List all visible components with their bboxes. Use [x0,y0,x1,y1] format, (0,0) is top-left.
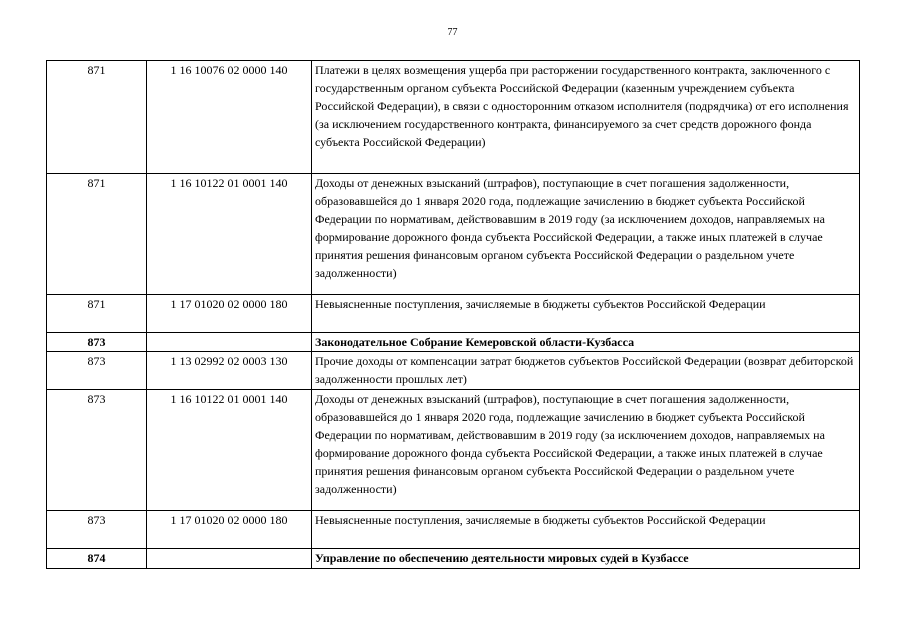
table-row [47,390,860,511]
admin-code-cell: 871 [47,295,147,333]
budget-revenue-table [46,60,860,569]
revenue-description-cell: Невыясненные поступления, зачисляемые в бюджеты субъектов Российской Федерации [312,511,860,549]
section-header-row [47,549,860,569]
revenue-code-cell: 1 16 10122 01 0001 140 [147,390,312,511]
revenue-code-cell [147,333,312,352]
revenue-description-cell: Невыясненные поступления, зачисляемые в бюджеты субъектов Российской Федерации [312,295,860,333]
section-header-row [47,333,860,352]
table-row [47,295,860,333]
table-row [47,352,860,390]
revenue-code-cell: 1 17 01020 02 0000 180 [147,295,312,333]
admin-code-cell: 873 [47,352,147,390]
table-row [47,174,860,295]
table-row [47,61,860,174]
revenue-code-cell [147,549,312,569]
revenue-code-cell: 1 16 10122 01 0001 140 [147,174,312,295]
admin-code-cell: 873 [47,333,147,352]
admin-code-cell: 871 [47,61,147,174]
revenue-code-cell: 1 17 01020 02 0000 180 [147,511,312,549]
section-title-cell: Законодательное Собрание Кемеровской области-Кузбасса [312,333,860,352]
revenue-description-cell: Доходы от денежных взысканий (штрафов), поступающие в счет погашения задолженности, образовавшейся до 1 января 2020 года, подлежащие зачислению в бюджет субъекта Российской Федерации по нормативам, действовавшим в 2019 году (за исключением доходов, направляемых на формирование дорожного фонда субъекта Российской Федерации, а также иных платежей в случае принятия решения финансовым органом субъекта Российской Федерации о раздельном учете задолженности) [312,390,860,511]
revenue-description-cell: Прочие доходы от компенсации затрат бюджетов субъектов Российской Федерации (возврат дебиторской задолженности прошлых лет) [312,352,860,390]
revenue-code-cell: 1 13 02992 02 0003 130 [147,352,312,390]
section-title-cell: Управление по обеспечению деятельности мировых судей в Кузбассе [312,549,860,569]
table-row [47,511,860,549]
page-number: 77 [447,27,458,38]
revenue-code-cell: 1 16 10076 02 0000 140 [147,61,312,174]
admin-code-cell: 873 [47,511,147,549]
revenue-description-cell: Платежи в целях возмещения ущерба при расторжении государственного контракта, заключенного с государственным органом субъекта Российской Федерации (казенным учреждением субъекта Российской Федерации), в связи с односторонним отказом исполнителя (подрядчика) от его исполнения (за исключением государственного контракта, финансируемого за счет средств дорожного фонда субъекта Российской Федерации) [312,61,860,174]
revenue-description-cell: Доходы от денежных взысканий (штрафов), поступающие в счет погашения задолженности, образовавшейся до 1 января 2020 года, подлежащие зачислению в бюджет субъекта Российской Федерации по нормативам, действовавшим в 2019 году (за исключением доходов, направляемых на формирование дорожного фонда субъекта Российской Федерации, а также иных платежей в случае принятия решения финансовым органом субъекта Российской Федерации о раздельном учете задолженности) [312,174,860,295]
admin-code-cell: 873 [47,390,147,511]
admin-code-cell: 871 [47,174,147,295]
admin-code-cell: 874 [47,549,147,569]
